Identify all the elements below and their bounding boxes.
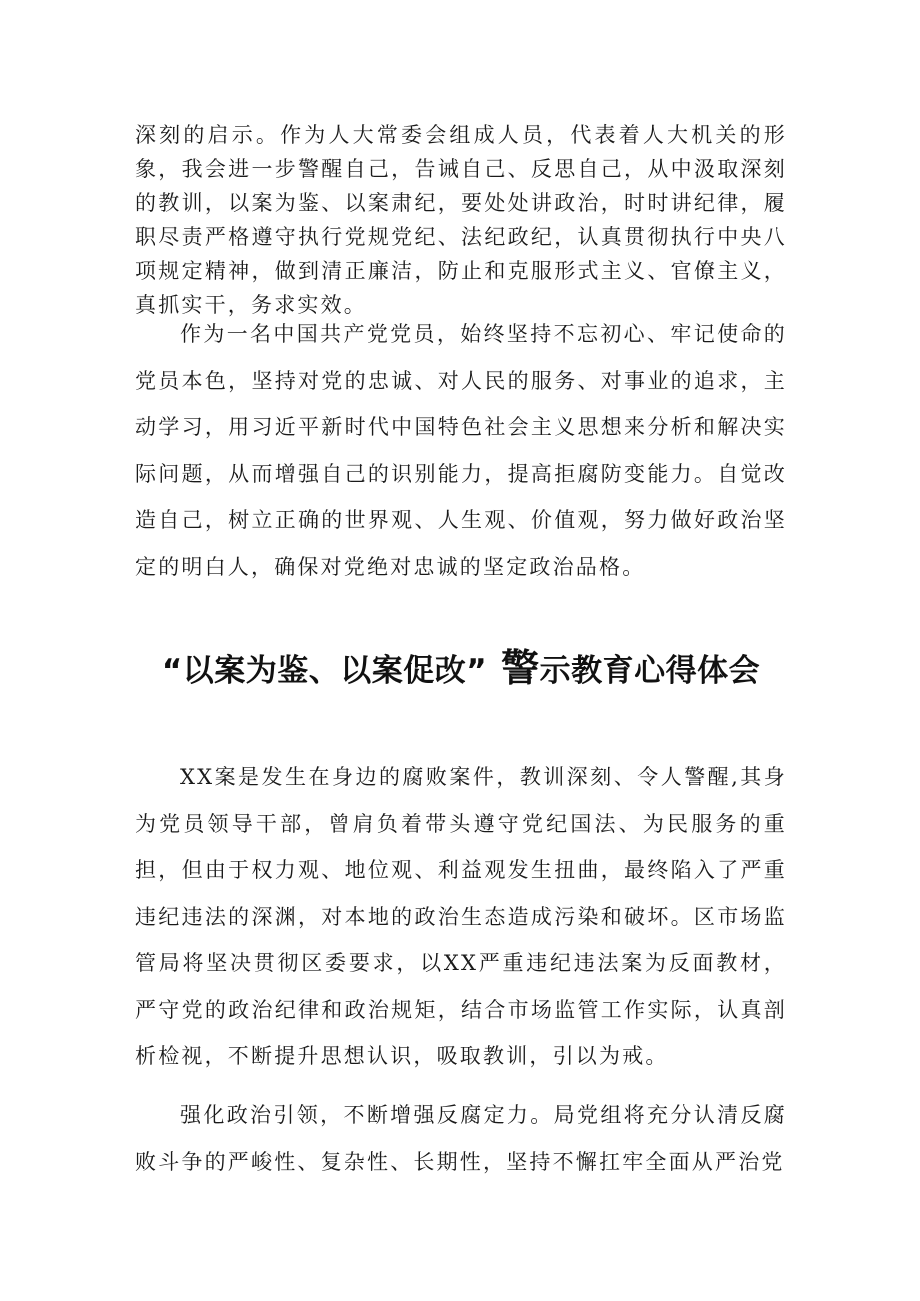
body-paragraph: 强化政治引领，不断增强反腐定力。局党组将充分认清反腐败斗争的严峻性、复杂性、长期性，坚持不懈扛牢全面从严治党 <box>135 1103 787 1174</box>
title-text: 示教育心得体会 <box>539 652 761 689</box>
body-paragraph: 深刻的启示。作为人大常委会组成人员，代表着人大机关的形象，我会进一步警醒自己，告诫自己、反思自己，从中汲取深刻的教训，以案为鉴、以案肃纪，要处处讲政治，时时讲纪律，履职尽责严格遵守执行党规党纪、法纪政纪，认真贯彻执行中央八项规定精神，做到清正廉洁，防止和克服形式主义、官僚主义，真抓实干，务求实效。 <box>135 123 787 317</box>
title-text: “以案为鉴、以案促改” <box>161 652 488 689</box>
body-paragraph: 作为一名中国共产党党员，始终坚持不忘初心、牢记使命的党员本色，坚持对党的忠诚、对人民的服务、对事业的追求，主动学习，用习近平新时代中国特色社会主义思想来分析和解决实际问题，从而增强自己的识别能力，提高拒腐防变能力。自觉改造自己，树立正确的世界观、人生观、价值观，努力做好政治坚定的明白人，确保对党绝对忠诚的坚定政治品格。 <box>135 322 787 579</box>
body-paragraph: XX案是发生在身边的腐败案件，教训深刻、令人警醒,其身为党员领导干部，曾肩负着带头遵守党纪国法、为民服务的重担，但由于权力观、地位观、利益观发生扭曲，最终陷入了严重违纪违法的深渊，对本地的政治生态造成污染和破坏。区市场监管局将坚决贯彻区委要求，以XX严重违纪违法案为反面教材，严守党的政治纪律和政治规矩，结合市场监管工作实际，认真剖析检视，不断提升思想认识，吸取教训，引以为戒。 <box>135 765 787 1068</box>
article-title <box>135 647 787 693</box>
title-emphasis-char: 警 <box>501 645 540 690</box>
